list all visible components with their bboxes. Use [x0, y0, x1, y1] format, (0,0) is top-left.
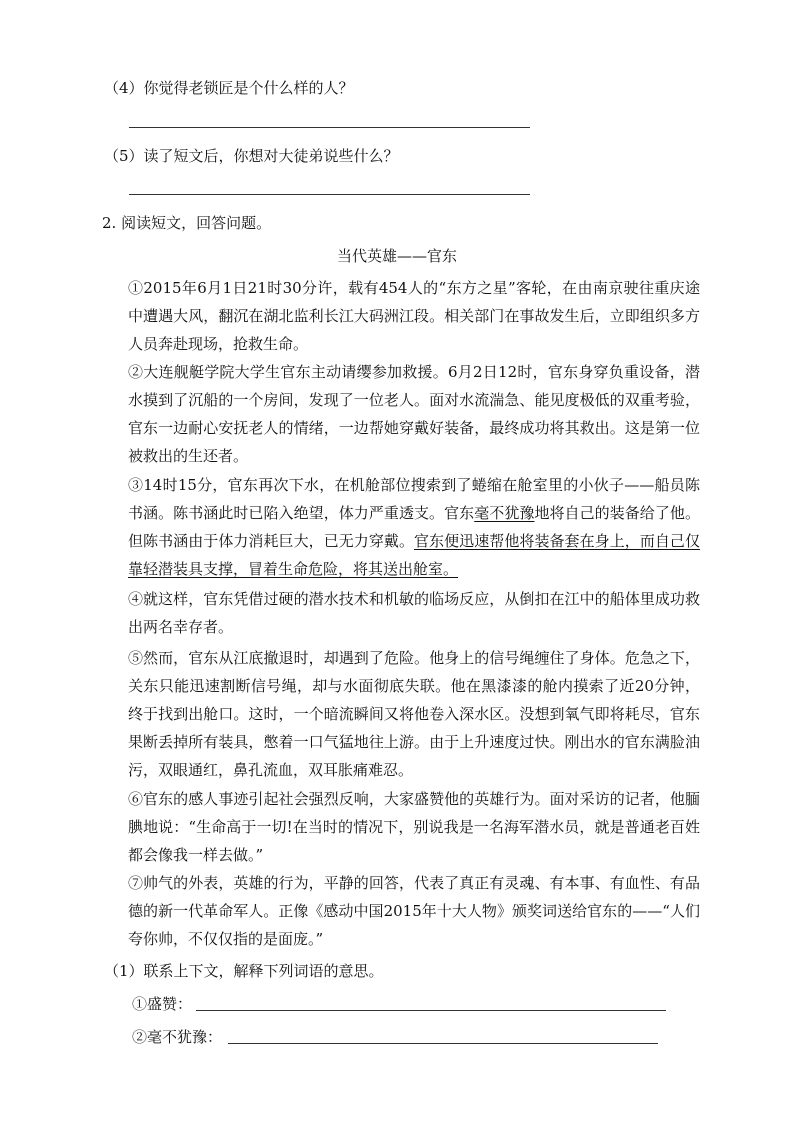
paragraph-3-part-a: ③14时15分，官东再次下水，在机舱部位搜索到了蜷缩在舱室里的小伙子——船员陈书涵。陈书涵此时已陷入绝望，体力严重透支。官东: [128, 476, 700, 522]
paragraph-7-text: ⑦帅气的外表，英雄的行为，平静的回答，代表了真正有灵魂、有本事、有血性、有品德的新一代革命军人。正像《感动中国2015年十大人物》颁奖词送给官东的——“人们夸你帅，不仅仅指的是面庞。”: [128, 874, 700, 948]
paragraph-1-text: ①2015年6月1日21时30分许，载有454人的“东方之星”客轮，在由南京驶往重庆途中遭遇大风，翻沉在湖北监利长江大码洲江段。相关部门在事故发生后，立即组织多方人员奔赴现场，抢救生命。: [128, 279, 700, 353]
underlined-sentence: 官东便迅速帮他将装备套在身上，而自己仅靠轻潜装具支撑，冒着生命危险，将其送出舱室。: [128, 532, 700, 578]
paragraph-4: [128, 585, 700, 641]
paragraph-6: [128, 785, 700, 869]
answer-line-5[interactable]: [129, 194, 530, 195]
article-title: 当代英雄——官东: [336, 247, 457, 265]
paragraph-2: [128, 358, 700, 470]
question-4: （4）你觉得老锁匠是个什么样的人？: [104, 79, 354, 97]
paragraph-1: [128, 274, 700, 358]
answer-line-sheng-zan[interactable]: [196, 1010, 666, 1011]
question-1-label: （1）联系上下文，解释下列词语的意思。: [104, 962, 384, 980]
item-sheng-zan-label: ①盛赞：: [132, 995, 193, 1013]
paragraph-2-text: ②大连舰艇学院大学生官东主动请缨参加救援。6月2日12时，官东身穿负重设备，潜水摸到了沉船的一个房间，发现了一位老人。面对水流湍急、能见度极低的双重考验，官东一边耐心安抚老人的情绪，一边帮她穿戴好装备，最终成功将其救出。这是第一位被救出的生还者。: [128, 363, 700, 465]
answer-line-hao-bu-you-yu[interactable]: [228, 1043, 658, 1044]
section-heading: 2. 阅读短文，回答问题。: [102, 214, 272, 232]
paragraph-4-text: ④就这样，官东凭借过硬的潜水技术和机敏的临场反应，从倒扣在江中的船体里成功救出两名幸存者。: [128, 590, 700, 636]
paragraph-3: [128, 471, 700, 583]
question-5: （5）读了短文后，你想对大徒弟说些什么？: [104, 147, 399, 165]
paragraph-3-part-c: 地将自己的装备给了他。但陈书涵由于体力消耗巨大，已无力穿戴。: [128, 504, 700, 550]
paragraph-5-text: ⑤然而，官东从江底撤退时，却遇到了危险。他身上的信号绳缠住了身体。危急之下，关东只能迅速割断信号绳，却与水面彻底失联。他在黑漆漆的舱内摸索了近20分钟，终于找到出舱口。这时，一个暗流瞬间又将他卷入深水区。没想到氧气即将耗尽，官东果断丢掉所有装具，憋着一口气猛地往上游。由于上升速度过快。刚出水的官东满脸油污，双眼通红，鼻孔流血，双耳胀痛难忍。: [128, 649, 700, 779]
item-hao-bu-you-yu-label: ②毫不犹豫：: [132, 1028, 223, 1046]
paragraph-6-text: ⑥官东的感人事迹引起社会强烈反响，大家盛赞他的英雄行为。面对采访的记者，他腼腆地说：“生命高于一切!在当时的情况下，别说我是一名海军潜水员，就是普通老百姓都会像我一样去做。”: [128, 790, 700, 864]
paragraph-3-text: [128, 471, 700, 583]
paragraph-5: [128, 644, 700, 784]
answer-line-4[interactable]: [129, 127, 530, 128]
paragraph-7: [128, 869, 700, 953]
underlined-word-hao-bu-you-yu: 毫不犹豫: [474, 504, 535, 522]
